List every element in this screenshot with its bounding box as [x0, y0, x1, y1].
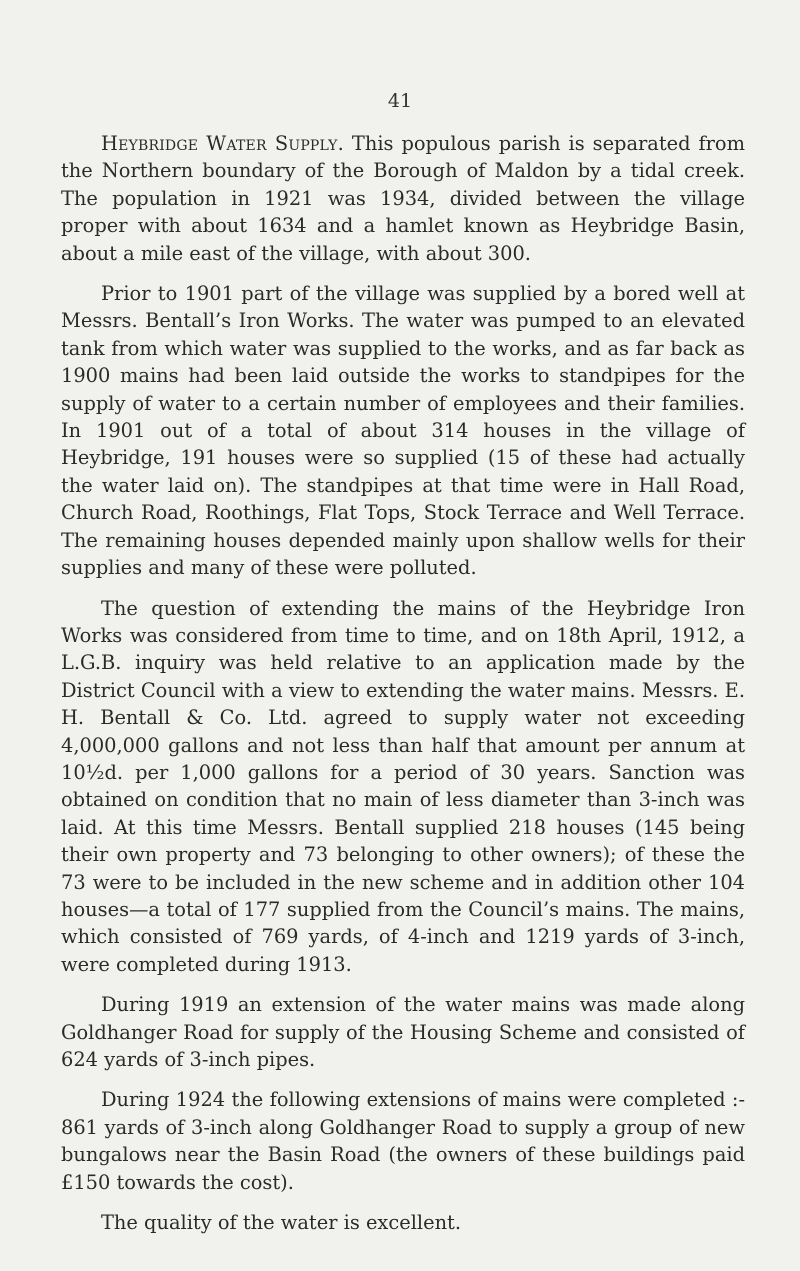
intro-text: This populous parish is separated from the Northern boundary of the Borough of Maldon by a tidal creek. The population in 1921 was 1934, divided between the village proper with about 1634 and a hamlet known as Heybridge Basin, about a mile east of the village, with about 300. [61, 132, 745, 265]
paragraph-extension-1924: During 1924 the following extensions of mains were completed :- 861 yards of 3-inch along Goldhanger Road to supply a group of new bungalows near the Basin Road (the owners of these buildings paid £150 towards the cost). [61, 1088, 745, 1194]
paragraph-extension-1912: The question of extending the mains of the Heybridge Iron Works was considered from time to time, and on 18th April, 1912, a L.G.B. inquiry was held relative to an application made by the District Council with a view to extending the water mains. Messrs. E. H. Bentall & Co. Ltd. agreed to supply water not exceeding 4,000,000 gallons and not less than half that amount per annum at 10½d. per 1,000 gallons for a period of 30 years. Sanction was obtained on condition that no main of less diameter than 3-inch was laid. At this time Messrs. Bentall supplied 218 houses (145 being their own property and 73 belonging to other owners); of these the 73 were to be included in the new scheme and in addition other 104 houses—a total of 177 supplied from the Council’s mains. The mains, which consisted of 769 yards, of 4-inch and 1219 yards of 3-inch, were completed during 1913. [61, 596, 745, 976]
body-text [61, 130, 745, 1236]
paragraph-prior-1901: Prior to 1901 part of the village was supplied by a bored well at Messrs. Bentall’s Iron Works. The water was pumped to an elevated tank from which water was supplied to the works, and as far back as 1900 mains had been laid outside the works to standpipes for the supply of water to a certain number of employees and their families. In 1901 out of a total of about 314 houses in the village of Heybridge, 191 houses were so supplied (15 of these had actually the water laid on). The standpipes at that time were in Hall Road, Church Road, Roothings, Flat Tops, Stock Terrace and Well Terrace. The remaining houses depended mainly upon shallow wells for their supplies and many of these were polluted. [61, 282, 745, 580]
page-number: 41 [387, 90, 413, 112]
closing-sentence: The quality of the water is excellent. [101, 1211, 462, 1235]
intro-paragraph [61, 130, 745, 267]
paragraph-extension-1919: During 1919 an extension of the water mains was made along Goldhanger Road for supply of the Housing Scheme and consisted of 624 yards of 3-inch pipes. [61, 993, 745, 1071]
section-heading: Heybridge Water Supply. [101, 132, 344, 155]
